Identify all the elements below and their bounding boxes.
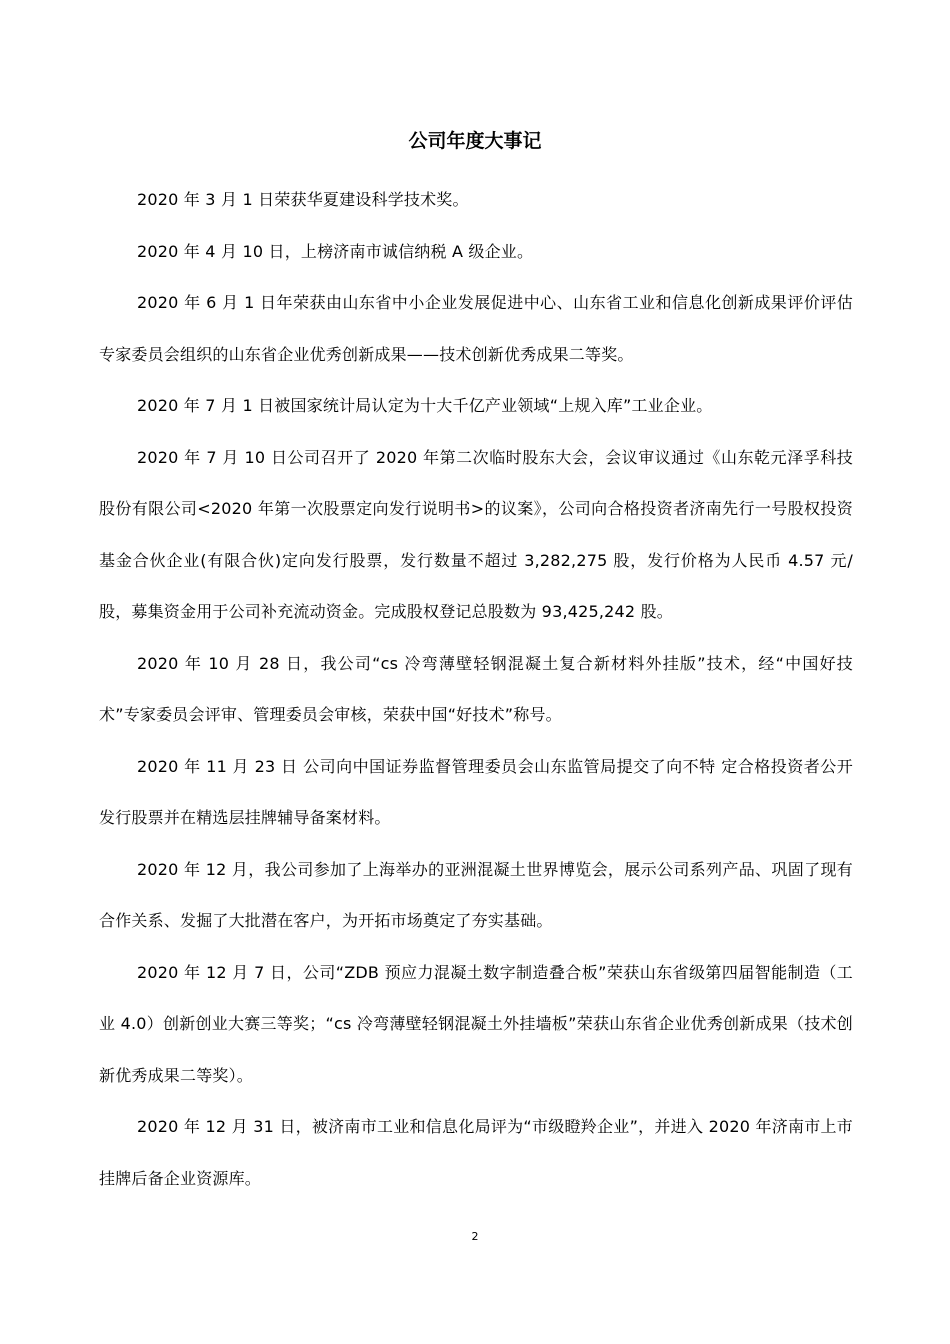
event-paragraph: 2020 年 3 月 1 日荣获华夏建设科学技术奖。 bbox=[137, 190, 469, 209]
event-paragraph: 2020 年 12 月 31 日，被济南市工业和信息化局评为“市级瞪羚企业”，并进入 2020 年济南市上市挂牌后备企业资源库。 bbox=[99, 1117, 853, 1188]
event-paragraph: 2020 年 7 月 10 日公司召开了 2020 年第二次临时股东大会，会议审议通过《山东乾元泽孚科技股份有限公司<2020 年第一次股票定向发行说明书>的议案》，公司向合格投资者济南先行一号股权投资基金合伙企业(有限合伙)定向发行股票，发行数量不超过 3,282,275 股，发行价格为人民币 4.57 元/股，募集资金用于公司补充流动资金。完成股权登记总股数为 93,425,242 股。 bbox=[99, 447, 853, 621]
event-paragraph: 2020 年 4 月 10 日，上榜济南市诚信纳税 A 级企业。 bbox=[137, 241, 534, 261]
event-paragraph: 2020 年 12 月，我公司参加了上海举办的亚洲混凝土世界博览会，展示公司系列产品、巩固了现有合作关系、发掘了大批潜在客户，为开拓市场奠定了夯实基础。 bbox=[99, 859, 853, 930]
event-paragraph: 2020 年 11 月 23 日 公司向中国证券监督管理委员会山东监管局提交了向不特 定合格投资者公开发行股票并在精选层挂牌辅导备案材料。 bbox=[99, 756, 853, 827]
event-paragraph: 2020 年 7 月 1 日被国家统计局认定为十大千亿产业领域“上规入库”工业企业。 bbox=[137, 396, 713, 415]
event-paragraph: 2020 年 10 月 28 日，我公司“cs 冷弯薄壁轻钢混凝土复合新材料外挂版”技术，经“中国好技术”专家委员会评审、管理委员会审核，荣获中国“好技术”称号。 bbox=[99, 653, 853, 724]
page-number: 2 bbox=[471, 1230, 479, 1243]
events-list bbox=[99, 174, 853, 1204]
event-paragraph: 2020 年 6 月 1 日年荣获由山东省中小企业发展促进中心、山东省工业和信息化创新成果评价评估专家委员会组织的山东省企业优秀创新成果——技术创新优秀成果二等奖。 bbox=[99, 293, 853, 364]
event-paragraph: 2020 年 12 月 7 日，公司“ZDB 预应力混凝土数字制造叠合板”荣获山东省级第四届智能制造（工业 4.0）创新创业大赛三等奖；“cs 冷弯薄壁轻钢混凝土外挂墙板”荣获山东省企业优秀创新成果（技术创新优秀成果二等奖）。 bbox=[99, 962, 853, 1085]
page-title: 公司年度大事记 bbox=[408, 130, 542, 152]
